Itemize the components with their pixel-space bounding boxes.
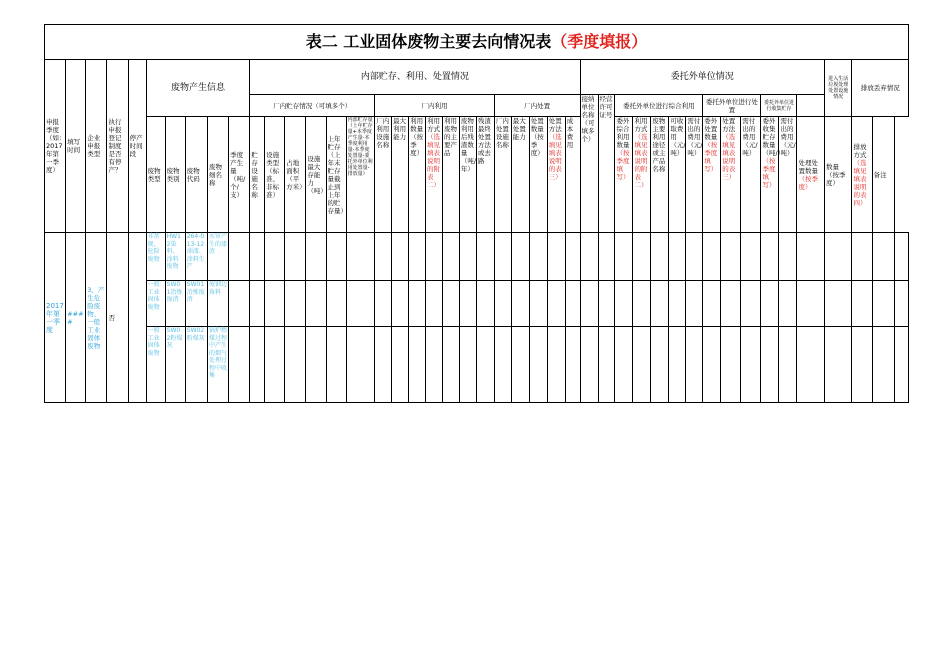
cell[interactable]	[426, 233, 443, 281]
cell[interactable]	[872, 281, 894, 327]
cell[interactable]	[797, 327, 825, 403]
cell[interactable]	[852, 327, 872, 403]
cell[interactable]	[442, 327, 459, 403]
col-facility-type: 设施类型（标准、非标准）	[265, 117, 285, 233]
cell[interactable]	[633, 281, 651, 327]
disposal-method-label: 处置方法	[548, 117, 562, 133]
waste-destination-table	[44, 24, 909, 403]
cell[interactable]	[229, 281, 250, 327]
cell[interactable]	[229, 233, 250, 281]
cell-waste-category[interactable]: SW02粉煤灰	[165, 327, 185, 403]
cell[interactable]	[265, 233, 285, 281]
cell[interactable]	[375, 233, 392, 281]
cell-waste-name[interactable]: 锅炉燃煤过程中产生的烟气处理过程中收集	[207, 327, 228, 403]
cell[interactable]	[476, 281, 494, 327]
cell[interactable]	[703, 233, 721, 281]
cell[interactable]	[779, 281, 797, 327]
cell[interactable]	[779, 233, 797, 281]
subgroup-disposal: 厂内处置	[494, 95, 580, 117]
domestic-amount-note: （按季度）	[798, 174, 818, 191]
cell-waste-code[interactable]: 264-013-12油漆、涂料生产	[185, 233, 207, 281]
cell[interactable]	[580, 327, 598, 403]
cell[interactable]	[306, 281, 326, 327]
col-residue-route: 残渣最终处置方法或去路	[476, 117, 494, 233]
cell[interactable]	[229, 327, 250, 403]
cell[interactable]	[669, 233, 686, 281]
col-disposal-method	[547, 117, 565, 233]
col-max-disposal: 最大处置能力	[511, 117, 529, 233]
cell[interactable]	[265, 327, 285, 403]
cell[interactable]	[459, 233, 476, 281]
cell[interactable]	[633, 327, 651, 403]
group-internal: 内部贮存、利用、处置情况	[250, 60, 580, 95]
cell[interactable]	[250, 327, 265, 403]
cell[interactable]	[346, 233, 375, 281]
cell[interactable]	[824, 233, 852, 281]
col-use-product: 利用废物的主要产品	[442, 117, 459, 233]
cell[interactable]	[615, 327, 633, 403]
use-method-label: 利用方式	[427, 117, 441, 133]
cell[interactable]	[565, 281, 580, 327]
cell[interactable]	[392, 233, 409, 281]
cell[interactable]	[741, 233, 761, 281]
cell[interactable]	[741, 327, 761, 403]
col-use-amount: 利用数量（按季度）	[409, 117, 426, 233]
discard-method-note: （选填见填表说明的表四）	[853, 158, 867, 207]
cell[interactable]	[511, 233, 529, 281]
group-discard: 排放丢弃情况	[852, 60, 909, 117]
cell-waste-category[interactable]: HW12染料、涂料废物	[165, 233, 185, 281]
cell[interactable]	[250, 233, 265, 281]
cell[interactable]	[285, 233, 306, 281]
ext-storage-amount-label: 委外收集贮存数量（吨/）	[762, 117, 785, 157]
col-disposal-amount: 处置数量（按季度）	[529, 117, 547, 233]
col-quarter-output: 季度产生量（吨/个/支）	[229, 117, 250, 233]
cell-waste-code[interactable]: SW01冶炼废渣	[185, 281, 207, 327]
cell[interactable]	[761, 233, 779, 281]
col-area: 占地面积（平方米）	[285, 117, 306, 233]
cell[interactable]	[669, 281, 686, 327]
col-ext-use-method	[633, 117, 651, 233]
cell[interactable]	[375, 327, 392, 403]
ext-disposal-amount-note: （按季度填写）	[704, 141, 718, 173]
cell[interactable]	[565, 233, 580, 281]
cell[interactable]	[529, 233, 547, 281]
ext-disposal-amount-label: 委外处置数量	[704, 117, 718, 141]
cell[interactable]	[442, 281, 459, 327]
cell[interactable]	[852, 281, 872, 327]
ext-use-method-label: 利用方式	[634, 117, 648, 133]
col-discard-amount: 数量（按季度）	[824, 117, 852, 233]
cell[interactable]	[894, 327, 908, 403]
col-capacity: 设施最大存能力（吨）	[306, 117, 326, 233]
cell[interactable]	[872, 327, 894, 403]
cell[interactable]	[779, 327, 797, 403]
cell[interactable]	[326, 281, 346, 327]
cell[interactable]	[721, 327, 741, 403]
col-waste-name: 废物细名称	[207, 117, 228, 233]
group-waste-info: 废物产生信息	[146, 60, 250, 117]
cell[interactable]	[326, 327, 346, 403]
cell[interactable]	[265, 281, 285, 327]
cell[interactable]	[494, 233, 511, 281]
cell[interactable]	[346, 281, 375, 327]
col-permit-no: 经营许可证号	[598, 95, 615, 233]
col-receiver-name: 接纳单位名称（可填多个）	[580, 95, 598, 233]
cell[interactable]	[651, 327, 669, 403]
cell[interactable]	[615, 281, 633, 327]
cell[interactable]	[761, 327, 779, 403]
cell[interactable]	[442, 233, 459, 281]
col-waste-type: 废物类型	[146, 117, 165, 233]
col-receivable: 可收取费用（元/吨）	[669, 117, 686, 233]
ext-use-amount-label: 委外综合利用数量	[616, 117, 630, 149]
cell[interactable]	[511, 281, 529, 327]
ext-storage-amount-note: （按季度填写）	[762, 157, 776, 189]
cell[interactable]	[426, 327, 443, 403]
cell[interactable]	[703, 327, 721, 403]
subgroup-ext-storage: 委托外单位进行收集贮存	[761, 95, 797, 117]
col-report-quarter: 申报季度（如：2017年第一季度）	[45, 60, 66, 233]
table-title	[45, 25, 909, 60]
cell-waste-name[interactable]: 废钢边角料	[207, 281, 228, 327]
cell-registered[interactable]: 否	[107, 233, 128, 403]
col-remark: 备注	[872, 117, 894, 233]
ext-use-method-note: （选填见填表说明的附表二）	[634, 133, 648, 189]
cell[interactable]	[285, 281, 306, 327]
cell[interactable]	[250, 281, 265, 327]
cell[interactable]	[547, 327, 565, 403]
cell[interactable]	[797, 233, 825, 281]
cell[interactable]	[872, 233, 894, 281]
title-text: 表二 工业固体废物主要去向情况表	[305, 32, 552, 51]
cell-waste-code[interactable]: SW02粉煤灰	[185, 327, 207, 403]
cell[interactable]	[669, 327, 686, 403]
cell[interactable]	[615, 233, 633, 281]
cell[interactable]	[306, 327, 326, 403]
cell[interactable]	[598, 327, 615, 403]
subgroup-use: 厂内利用	[375, 95, 495, 117]
cell[interactable]	[761, 281, 779, 327]
col-max-use: 最大利用能力	[392, 117, 409, 233]
cell[interactable]	[852, 233, 872, 281]
cell[interactable]	[741, 281, 761, 327]
cell[interactable]	[426, 281, 443, 327]
cell[interactable]	[409, 281, 426, 327]
col-ext-use-amount	[615, 117, 633, 233]
cell[interactable]	[894, 233, 908, 281]
col-storage-name: 贮存设施名称	[250, 117, 265, 233]
cell-report-quarter[interactable]: 2017年第一季度	[45, 233, 66, 403]
cell[interactable]	[580, 281, 598, 327]
cell[interactable]	[824, 327, 852, 403]
table-row	[45, 327, 909, 403]
col-current-stock: 内部贮存量（上年贮存量+本季度产生量-本季度利用量-本季度处置量-委托外单位利用处置量-排放量）	[346, 117, 375, 233]
cell[interactable]	[326, 233, 346, 281]
col-residue-amount: 废物利用后残渣数量（吨/年）	[459, 117, 476, 233]
cell[interactable]	[409, 327, 426, 403]
cell[interactable]	[494, 281, 511, 327]
col-ext-disposal-amount	[703, 117, 721, 233]
title-suffix: （季度填报）	[551, 32, 648, 51]
cell[interactable]	[686, 281, 703, 327]
col-last-year-stock: 上年贮存（上年末贮存量截止到上年的贮存量）	[326, 117, 346, 233]
use-method-note: （选填见填表说明的附表二）	[427, 133, 441, 189]
cell[interactable]	[392, 281, 409, 327]
cell[interactable]	[511, 327, 529, 403]
cell-waste-category[interactable]: SW01冶炼废渣	[165, 281, 185, 327]
cell[interactable]	[703, 281, 721, 327]
col-ext-disposal-method	[721, 117, 741, 233]
cell[interactable]	[494, 327, 511, 403]
col-enterprise-type: 企业申报类型	[86, 60, 107, 233]
cell[interactable]	[529, 327, 547, 403]
cell-fill-time[interactable]: ####	[66, 233, 86, 403]
col-ext-product: 废物主要利用途径或主产品名称	[651, 117, 669, 233]
cell[interactable]	[459, 327, 476, 403]
cell[interactable]	[824, 281, 852, 327]
cell[interactable]	[459, 281, 476, 327]
col-discard-method	[852, 117, 872, 233]
cell-waste-type[interactable]: 一般工业固体废物	[146, 281, 165, 327]
cell-waste-type[interactable]: 非常规、危险废物	[146, 233, 165, 281]
col-ext-disposal-fee: 需付出的费用（元/吨）	[741, 117, 761, 233]
cell[interactable]	[651, 233, 669, 281]
col-use-facility: 厂内利用设施名称	[375, 117, 392, 233]
col-registered: 执行申报登记制度是否有停产？	[107, 60, 128, 233]
cell[interactable]	[346, 327, 375, 403]
cell[interactable]	[476, 233, 494, 281]
col-ext-storage-amount	[761, 117, 785, 233]
cell[interactable]	[476, 327, 494, 403]
cell[interactable]	[686, 327, 703, 403]
cell[interactable]	[598, 281, 615, 327]
col-fill-time: 填写时间	[66, 60, 86, 233]
domestic-amount-label: 处理处置数量	[798, 158, 818, 175]
table-row	[45, 281, 909, 327]
cell[interactable]	[598, 233, 615, 281]
cell[interactable]	[375, 281, 392, 327]
cell[interactable]	[547, 281, 565, 327]
cell-enterprise-type[interactable]: 3、产生危险废物、一般工业固体废物	[86, 233, 107, 403]
cell[interactable]	[580, 233, 598, 281]
col-domestic-amount	[797, 117, 825, 233]
cell[interactable]	[392, 327, 409, 403]
group-domestic: 进入生活垃圾处理处置设施情况	[824, 60, 852, 117]
ext-use-amount-note: （按季度填写）	[616, 149, 630, 181]
col-waste-category: 废物类别	[165, 117, 185, 233]
cell[interactable]	[721, 281, 741, 327]
cell[interactable]	[306, 233, 326, 281]
col-cost: 成本费用	[565, 117, 580, 233]
col-use-method	[426, 117, 443, 233]
cell[interactable]	[797, 281, 825, 327]
cell[interactable]	[565, 327, 580, 403]
subgroup-ext-use: 委托外单位进行综合利用	[615, 95, 703, 117]
cell[interactable]	[894, 281, 908, 327]
cell[interactable]	[721, 233, 741, 281]
subgroup-storage: 厂内贮存情况（可填多个）	[250, 95, 375, 117]
cell-stop-period[interactable]	[128, 233, 146, 403]
table-row	[45, 233, 909, 281]
col-waste-code: 废物代码	[185, 117, 207, 233]
ext-disposal-method-note: （选填见填表说明的表三）	[722, 133, 736, 181]
subgroup-ext-disposal: 委托外单位进行处置	[703, 95, 761, 117]
ext-disposal-method-label: 处置方法	[722, 117, 736, 133]
col-ext-storage-fee: 需付出的费用（元/吨）	[779, 117, 797, 233]
col-stop-period: 停产时间段	[128, 60, 146, 233]
disposal-method-note: （选填见填表说明的表三）	[548, 133, 562, 181]
cell[interactable]	[686, 233, 703, 281]
cell[interactable]	[409, 233, 426, 281]
discard-method-label: 排放方式	[853, 142, 867, 159]
col-payable: 需付出的费用（元/吨）	[686, 117, 703, 233]
cell[interactable]	[651, 281, 669, 327]
col-disposal-facility: 厂内处置设施名称	[494, 117, 511, 233]
cell-waste-type[interactable]: 一般工业固体废物	[146, 327, 165, 403]
cell-waste-name[interactable]: 水帘产生的漆渣	[207, 233, 228, 281]
spreadsheet	[44, 24, 909, 409]
cell[interactable]	[529, 281, 547, 327]
cell[interactable]	[547, 233, 565, 281]
cell[interactable]	[633, 233, 651, 281]
group-external: 委托外单位情况	[580, 60, 824, 95]
cell[interactable]	[285, 327, 306, 403]
